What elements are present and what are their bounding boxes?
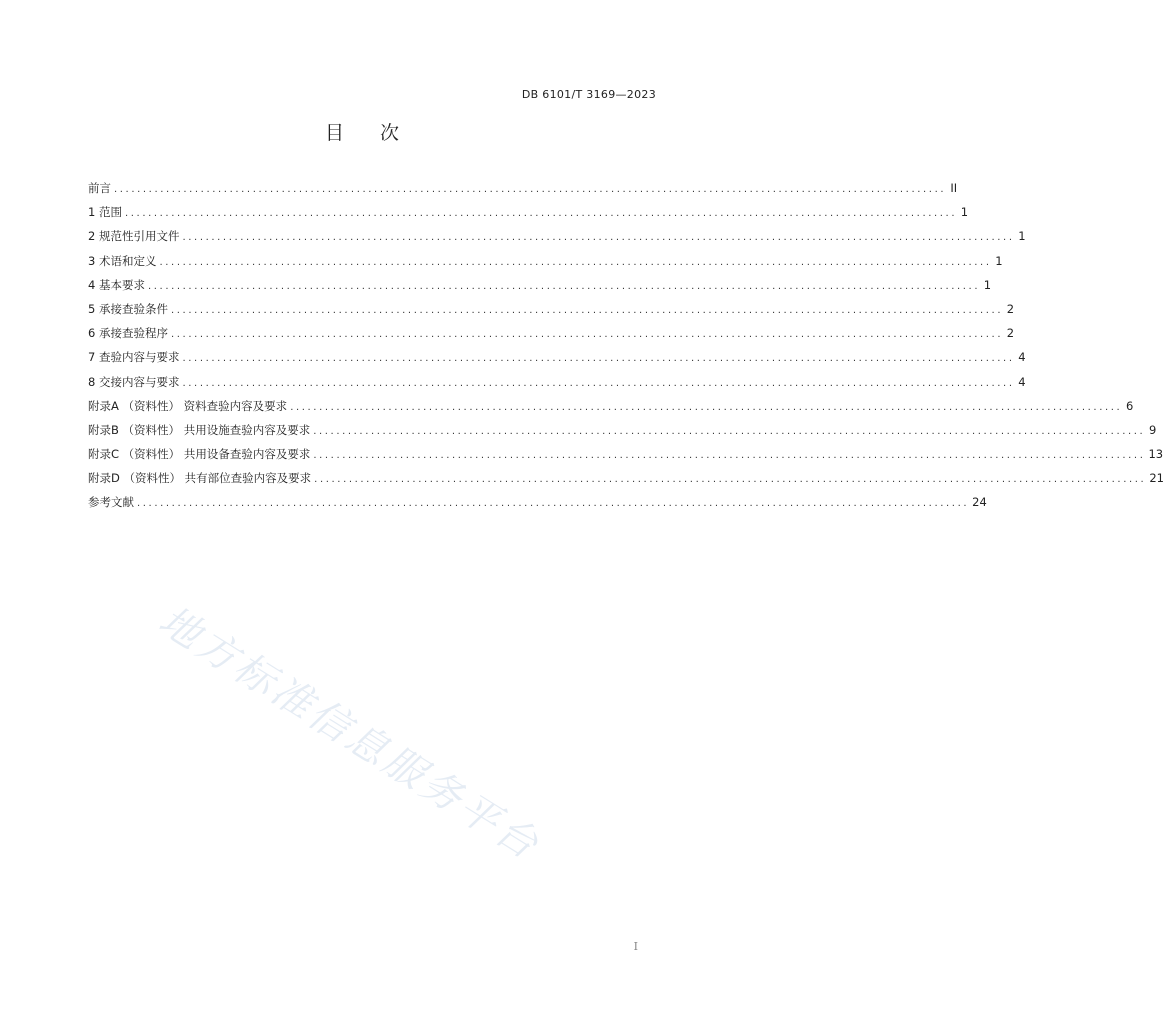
toc-entry-appendix-a[interactable]: [88, 398, 1134, 422]
toc-entry-label: 6 承接查验程序: [88, 326, 168, 341]
toc-entry-label: 附录C （资料性） 共用设备查验内容及要求: [88, 447, 311, 462]
toc-entry-label: 前言: [88, 181, 111, 195]
toc-entry-page: II: [950, 181, 958, 195]
toc-entry-appendix-c[interactable]: [88, 446, 1164, 470]
toc-leader-dots: ................................................................................................................................................: [313, 425, 1146, 437]
toc-entry-inspection-content[interactable]: [88, 349, 1026, 373]
toc-entry-page: 21: [1149, 471, 1164, 486]
document-code: DB 6101/T 3169—2023: [521, 88, 656, 101]
toc-entry-label: 附录D （资料性） 共有部位查验内容及要求: [88, 471, 312, 486]
toc-entry-foreword[interactable]: [88, 180, 958, 204]
toc-entry-page: 1: [1018, 229, 1026, 244]
toc-entry-inspection-conditions[interactable]: [88, 301, 1015, 325]
title-char-2: 次: [380, 122, 400, 144]
toc-leader-dots: ................................................................................................................................................: [182, 353, 1015, 365]
page-title: [0, 118, 724, 145]
toc-entry-inspection-procedure[interactable]: [88, 325, 1015, 349]
toc-entry-basic-requirements[interactable]: [88, 277, 992, 301]
toc-leader-dots: ................................................................................................................................................: [124, 208, 958, 220]
toc-entry-label: 附录A （资料性） 资料查验内容及要求: [88, 398, 288, 413]
toc-entry-label: 3 术语和定义: [88, 253, 157, 268]
toc-leader-dots: ................................................................................................................................................: [159, 256, 992, 268]
toc-leader-dots: ................................................................................................................................................: [290, 401, 1123, 413]
toc-entry-label: 附录B （资料性） 共用设施查验内容及要求: [88, 422, 311, 437]
toc-entry-label: 2 规范性引用文件: [88, 229, 180, 244]
toc-entry-page: 1: [995, 253, 1003, 268]
toc-entry-appendix-b[interactable]: [88, 422, 1157, 446]
watermark: 地方标准信息服务平台: [150, 597, 549, 870]
toc-entry-page: 4: [1018, 374, 1026, 389]
toc-entry-page: 24: [972, 495, 987, 510]
toc-entry-page: 9: [1149, 422, 1157, 437]
toc-leader-dots: ................................................................................................................................................: [170, 304, 1004, 316]
toc-leader-dots: ................................................................................................................................................: [114, 184, 947, 195]
toc-leader-dots: ................................................................................................................................................: [137, 498, 970, 510]
toc-leader-dots: ................................................................................................................................................: [170, 329, 1004, 341]
table-of-contents: [88, 180, 1164, 519]
toc-entry-page: 1: [960, 205, 969, 220]
toc-entry-bibliography[interactable]: [88, 494, 987, 518]
toc-leader-dots: ................................................................................................................................................: [182, 377, 1015, 389]
toc-entry-label: 4 基本要求: [88, 277, 145, 292]
toc-entry-appendix-d[interactable]: [88, 470, 1164, 494]
toc-entry-label: 5 承接查验条件: [88, 301, 168, 316]
page-number: I: [633, 940, 638, 953]
toc-entry-page: 2: [1006, 326, 1015, 341]
toc-entry-page: 13: [1148, 447, 1164, 462]
toc-leader-dots: ................................................................................................................................................: [314, 474, 1147, 486]
toc-entry-page: 6: [1126, 398, 1134, 413]
title-char-1: 目: [324, 122, 344, 144]
toc-entry-normative-references[interactable]: [88, 228, 1026, 252]
toc-leader-dots: ................................................................................................................................................: [147, 280, 981, 292]
toc-entry-label: 7 查验内容与要求: [88, 350, 180, 365]
toc-entry-page: 4: [1018, 350, 1026, 365]
toc-leader-dots: ................................................................................................................................................: [182, 232, 1015, 244]
toc-entry-page: 2: [1006, 301, 1015, 316]
toc-entry-handover-content[interactable]: [88, 374, 1026, 398]
toc-entry-label: 8 交接内容与要求: [88, 374, 180, 389]
toc-entry-scope[interactable]: [88, 204, 969, 228]
toc-leader-dots: ................................................................................................................................................: [313, 450, 1146, 462]
toc-entry-page: 1: [983, 277, 992, 292]
toc-entry-label: 1 范围: [88, 205, 122, 220]
toc-entry-terms[interactable]: [88, 253, 1003, 277]
toc-entry-label: 参考文献: [88, 495, 134, 510]
